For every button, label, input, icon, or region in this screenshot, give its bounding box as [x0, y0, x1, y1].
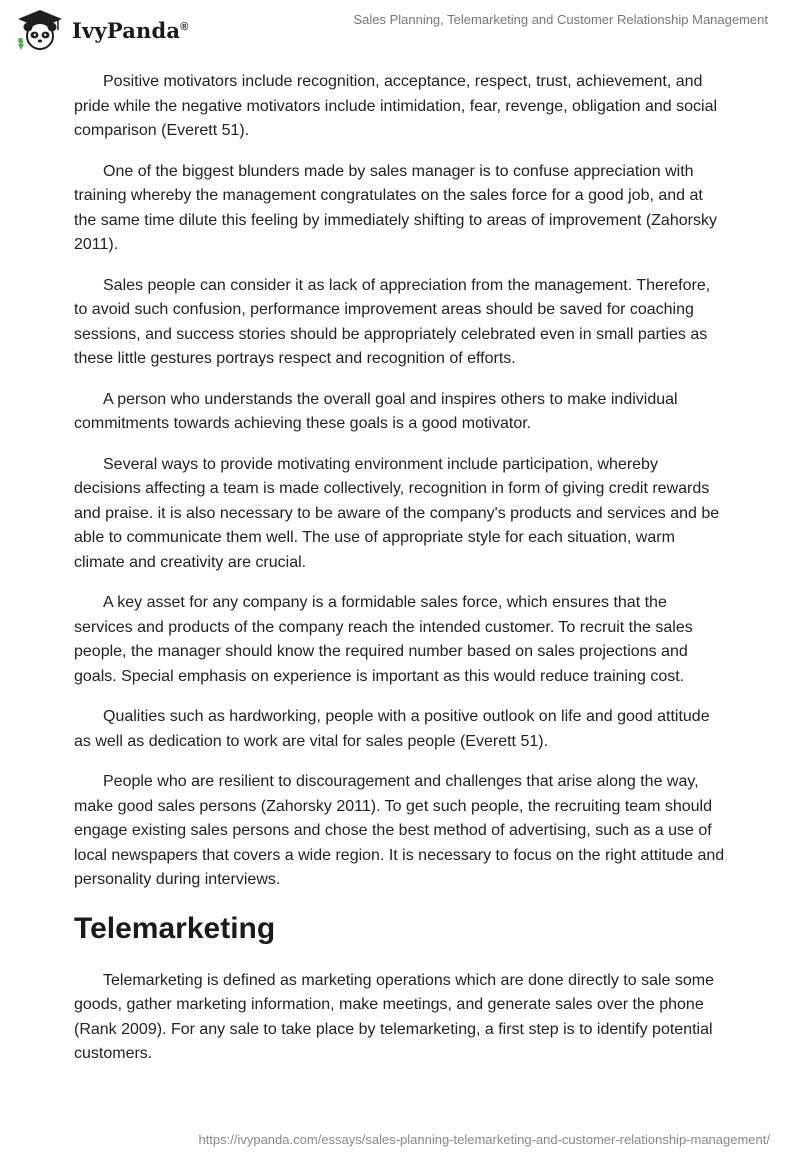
paragraph: Several ways to provide motivating environment include participation, whereby decisions affecting a team is made collectively, recognition in form of giving credit rewards and praise. it is also necessary to be aware of the company's products and services and be able to communicate them well. The use of appropriate style for each situation, warm climate and creativity are crucial.: [74, 455, 720, 571]
paragraph: One of the biggest blunders made by sales manager is to confuse appreciation with training whereby the management congratulates on the sales force for a good job, and at the same time dilute this feeling by immediately shifting to areas of improvement (Zahorsky 2011).: [74, 162, 717, 253]
paragraph: Sales people can consider it as lack of appreciation from the management. Therefore, to avoid such confusion, performance improvement areas should be saved for coaching sessions, and success stories should be appropriately celebrated even in small parties as these little gestures portrays respect and recognition of efforts.: [74, 276, 711, 367]
brand-name: IvyPanda®: [72, 17, 189, 43]
paragraph: A key asset for any company is a formidable sales force, which ensures that the services and products of the company reach the intended customer. To recruit the sales people, the manager should know the required number based on sales projections and goals. Special emphasis on experience is important as this would reduce training cost.: [74, 594, 693, 685]
paragraph: Qualities such as hardworking, people with a positive outlook on life and good attitude as well as dedication to work are vital for sales people (Everett 51).: [74, 708, 710, 750]
paragraph: Telemarketing is defined as marketing operations which are done directly to sale some goods, gather marketing information, make meetings, and generate sales over the phone (Rank 2009). For any sale to take place by telemarketing, a first step is to identify potential customers.: [74, 971, 714, 1062]
ivypanda-logo[interactable]: [14, 8, 189, 52]
registered-mark: ®: [180, 20, 189, 33]
panda-graduate-icon: [14, 8, 66, 52]
paragraph: Positive motivators include recognition, acceptance, respect, trust, achievement, and pride while the negative motivators include intimidation, fear, revenge, obligation and social comparison (Everett 51).: [74, 73, 718, 139]
section-heading: Telemarketing: [74, 911, 276, 945]
article-body: [74, 70, 726, 1083]
page-header: [0, 0, 800, 64]
paragraph: People who are resilient to discouragement and challenges that arise along the way, make good sales persons (Zahorsky 2011). To get such people, the recruiting team should engage existing sales persons and chose the best method of advertising, such as a use of local newspapers that covers a wide region. It is necessary to focus on the right attitude and personality during interviews.: [74, 773, 725, 888]
document-title: Sales Planning, Telemarketing and Customer Relationship Management: [353, 12, 768, 27]
source-url[interactable]: https://ivypanda.com/essays/sales-planning-telemarketing-and-customer-relationship-management/: [198, 1132, 770, 1147]
paragraph: A person who understands the overall goal and inspires others to make individual commitments towards achieving these goals is a good motivator.: [74, 390, 678, 432]
